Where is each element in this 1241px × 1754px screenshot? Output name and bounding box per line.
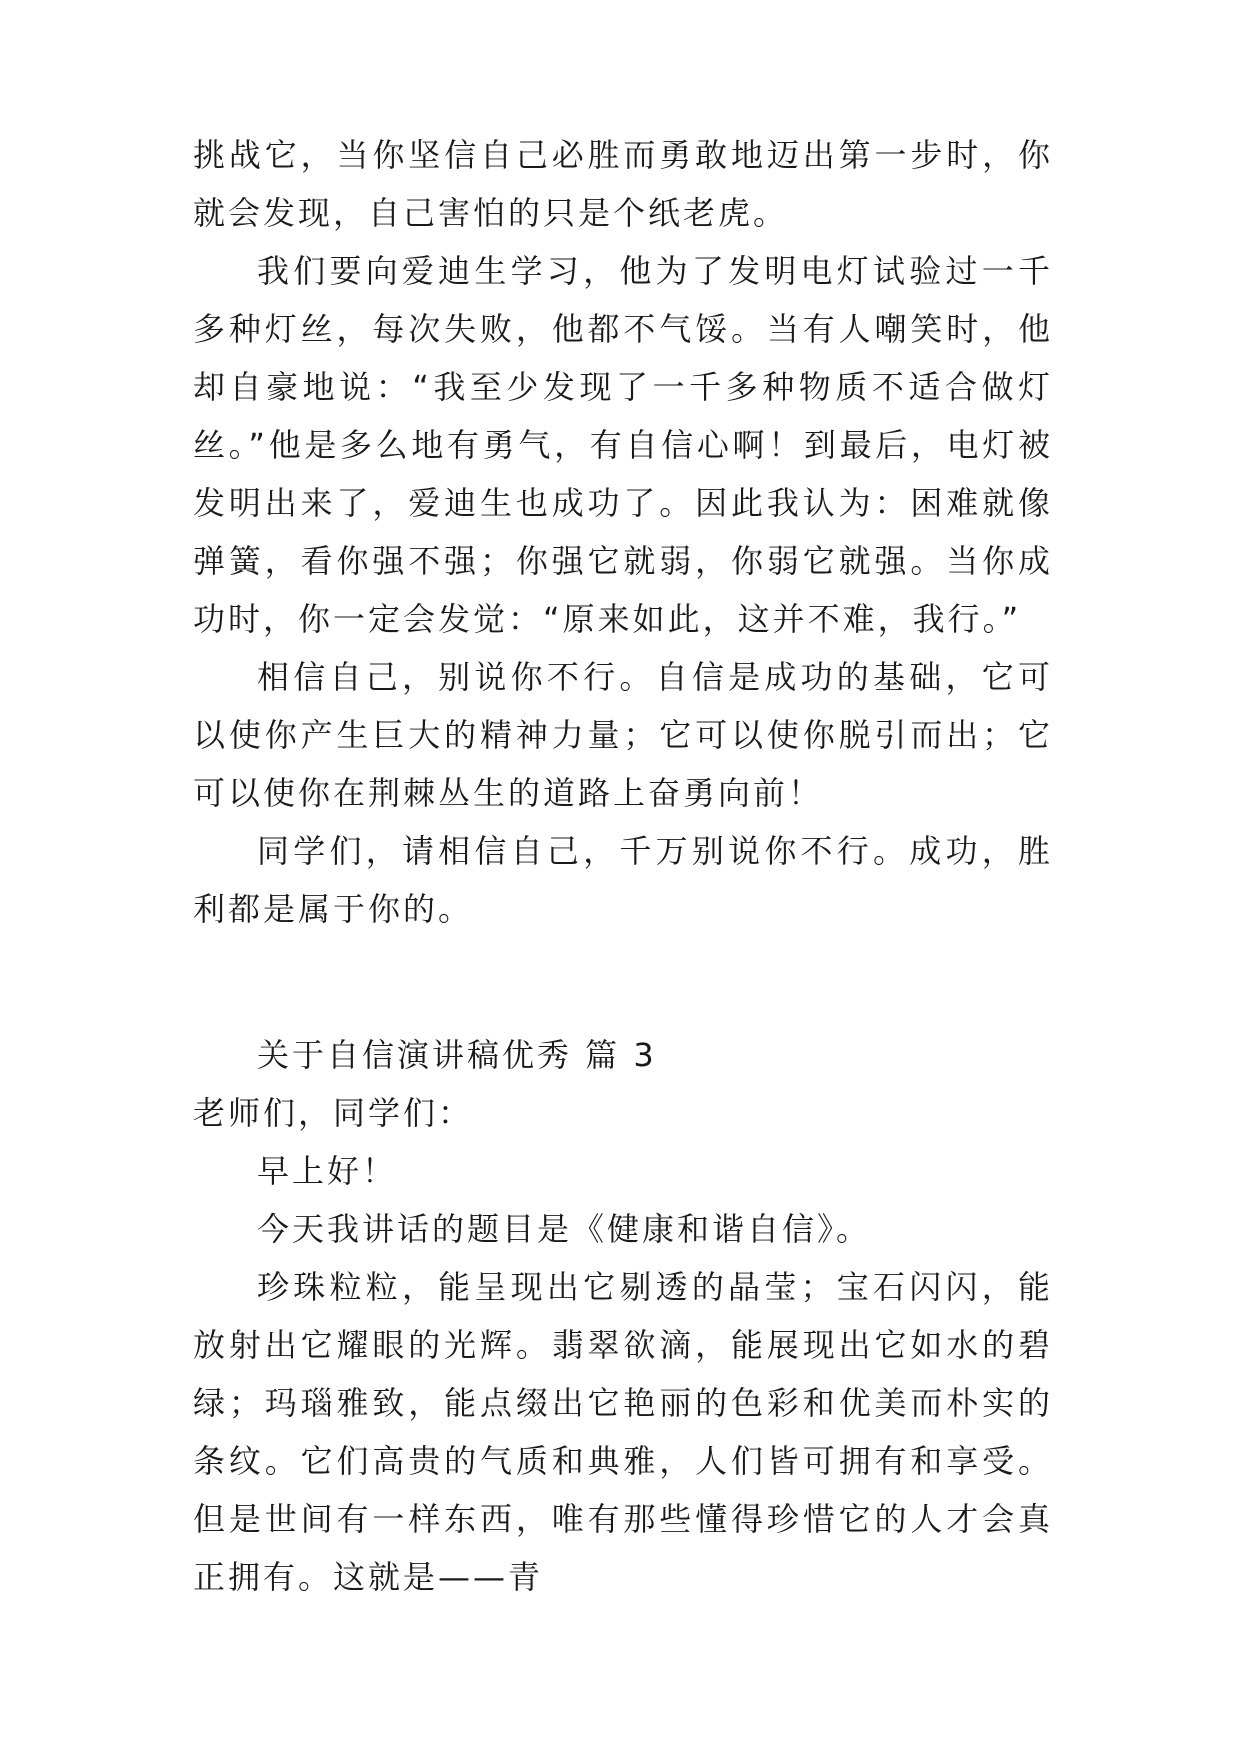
- speech-topic: 今天我讲话的题目是《健康和谐自信》。: [257, 1210, 872, 1248]
- paragraph-believe: 相信自己，别说你不行。自信是成功的基础，它可以使你产生巨大的精神力量；它可以使你脱引而出；它可以使你在荆棘丛生的道路上奋勇向前！: [193, 658, 1053, 812]
- salutation: 老师们，同学们：: [193, 1094, 474, 1132]
- paragraph-challenge: 挑战它，当你坚信自己必胜而勇敢地迈出第一步时，你就会发现，自己害怕的只是个纸老虎。: [193, 136, 1053, 232]
- section-title: 关于自信演讲稿优秀 篇 3: [257, 1036, 657, 1074]
- greeting: 早上好！: [257, 1152, 398, 1190]
- paragraph-edison: 我们要向爱迪生学习，他为了发明电灯试验过一千多种灯丝，每次失败，他都不气馁。当有人嘲笑时，他却自豪地说：“我至少发现了一千多种物质不适合做灯丝。”他是多么地有勇气，有自信心啊！到最后，电灯被发明出来了，爱迪生也成功了。因此我认为：困难就像弹簧，看你强不强；你强它就弱，你弱它就强。当你成功时，你一定会发觉：“原来如此，这并不难，我行。”: [193, 252, 1053, 638]
- paragraph-classmates: 同学们，请相信自己，千万别说你不行。成功，胜利都是属于你的。: [193, 832, 1053, 928]
- paragraph-pearls: 珍珠粒粒，能呈现出它剔透的晶莹；宝石闪闪，能放射出它耀眼的光辉。翡翠欲滴，能展现出它如水的碧绿；玛瑙雅致，能点缀出它艳丽的色彩和优美而朴实的条纹。它们高贵的气质和典雅，人们皆可拥有和享受。但是世间有一样东西，唯有那些懂得珍惜它的人才会真正拥有。这就是——青: [193, 1268, 1053, 1596]
